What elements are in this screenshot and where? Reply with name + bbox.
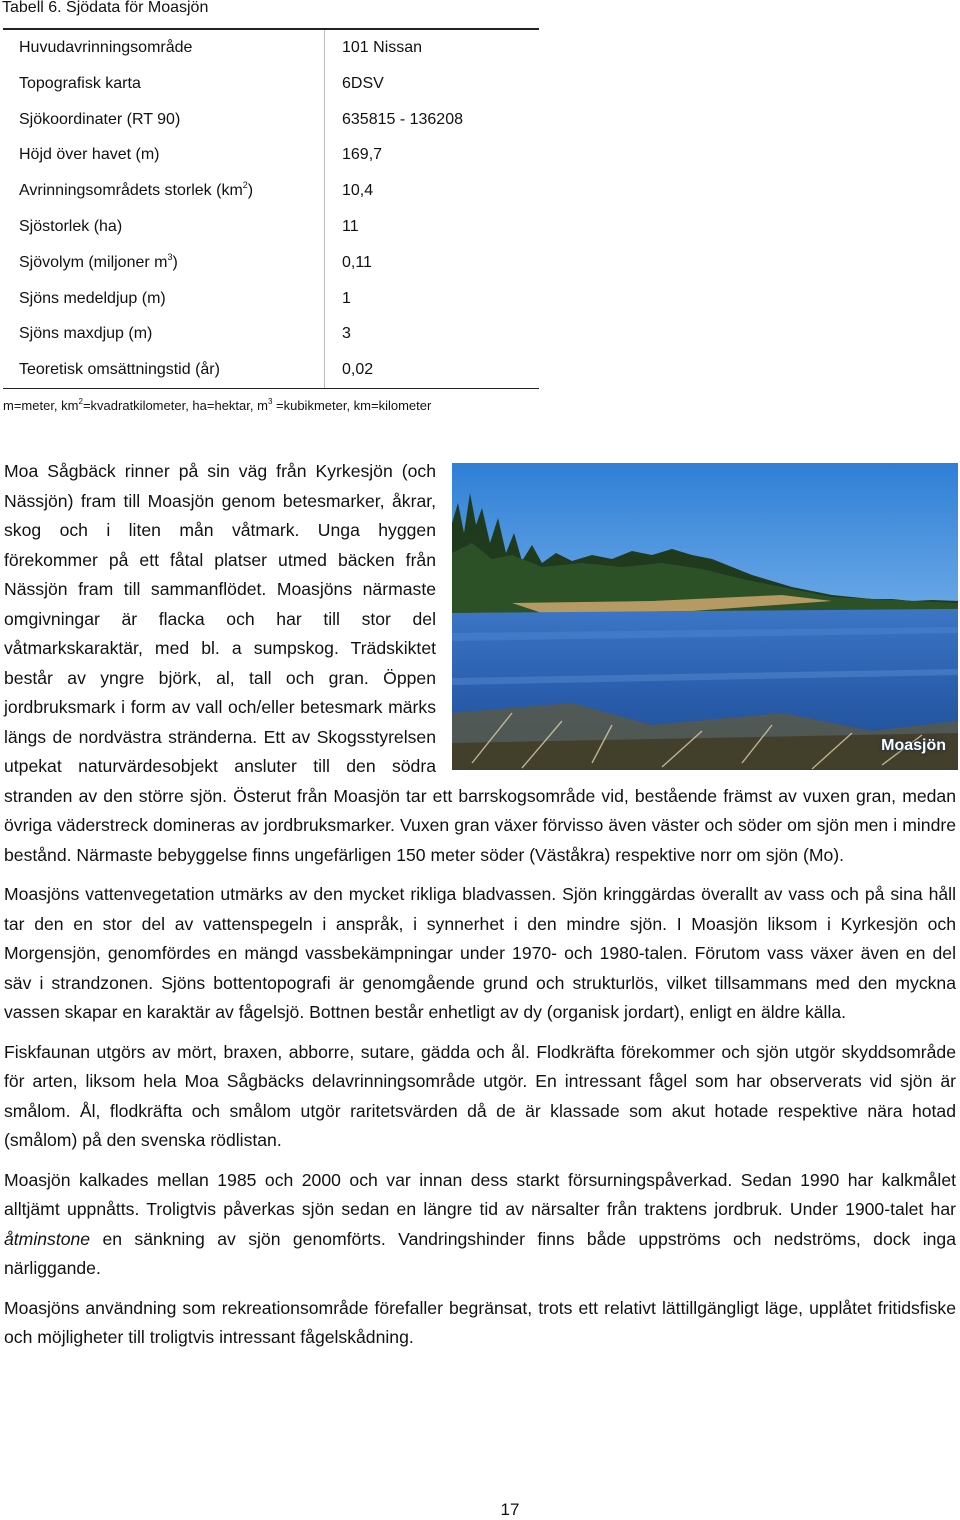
table-row — [3, 173, 539, 209]
table-footnote: m=meter, $km^2=kvadratkilometer$, ha=hektar, $m^3$ =kubikmeter, km=kilometer — [3, 397, 432, 413]
lake-photo — [452, 463, 958, 770]
row-value: 0,02 — [342, 361, 374, 379]
body-text — [4, 457, 956, 1363]
lake-data-table — [3, 28, 539, 389]
table-row — [3, 352, 539, 388]
row-value: 635815 - 136208 — [342, 110, 463, 128]
row-value: 3 — [342, 325, 351, 343]
row-label: Sjöns medeldjup (m) — [19, 289, 166, 307]
table-row — [3, 281, 539, 317]
row-label: Höjd över havet (m) — [19, 146, 160, 164]
row-value: 6DSV — [342, 74, 384, 92]
row-label: Sjökoordinater (RT 90) — [19, 110, 181, 128]
paragraph: Moasjön Moa Sågbäck rinner på sin väg från Kyrkesjön (och Nässjön) fram till Moasjön genom betesmarker, åkrar, skog och i liten mån våtmark. Unga hyggen förekommer på ett fåtal platser utmed bäcken från Nässjön fram till sammanflödet. Moasjöns närmaste omgivningar är flacka och har till stor del våtmarkskaraktär, med bl. a sumpskog. Trädskiktet består av yngre björk, al, tall och gran. Öppen jordbruksmark i form av vall och/eller betesmark märks längs de nordvästra stränderna. Ett av Skogsstyrelsen utpekat naturvärdesobjekt ansluter till den södra stranden av den större sjön. Österut från Moasjön tar ett barrskogsområde vid, bestående främst av vuxen gran, medan övriga väderstreck domineras av jordbruksmarker. Vuxen gran växer förvisso även väster och söder om sjön men i mindre bestånd. Närmaste bebyggelse finns ungefärligen 150 meter söder (Väståkra) respektive norr om sjön (Mo). — [4, 461, 956, 865]
table-row — [3, 209, 539, 245]
photo-label: Moasjön — [881, 736, 946, 754]
paragraph: Moasjöns användning som rekreationsområde förefaller begränsat, trots ett relativt lättillgängligt läge, upplåtet fritidsfiske och möjligheter till troligtvis intressant fågelskådning. — [4, 1297, 956, 1347]
table-row — [3, 245, 539, 281]
table-row — [3, 30, 539, 66]
row-value: 169,7 — [342, 146, 383, 164]
table-row — [3, 316, 539, 352]
paragraph: Moasjöns vattenvegetation utmärks av den mycket rikliga bladvassen. Sjön kringgärdas överallt av vass och på sina håll tar den en stor del av vattenspegeln i anspråk, i synnerhet i den mindre sjön. I Moasjön liksom i Kyrkesjön och Morgensjön, genomfördes en mängd vassbekämpningar under 1970- och 1980-talen. Förutom vass växer även en del säv i strandzonen. Sjöns bottentopografi är genomgående grund och strukturlös, vilket tillsammans med den myckna vassen skapar en karaktär av fågelsjö. Bottnen består enhetligt av dy (organisk jordart), enligt en äldre källa. — [4, 884, 956, 1022]
table-caption: Tabell 6. Sjödata för Moasjön — [2, 0, 209, 16]
paragraph: Moasjön kalkades mellan 1985 och 2000 och var innan dess starkt försurningspåverkad. Sedan 1990 har kalkmålet alltjämt uppnåtts. Troligtvis påverkas sjön sedan en längre tid av närsalter från traktens jordbruk. Under 1900-talet har åtminstone en sänkning av sjön genomförts. Vandringshinder finns både uppströms och nedströms, dock inga närliggande. — [4, 1169, 956, 1278]
table-row — [3, 137, 539, 173]
row-label: Topografisk karta — [19, 74, 141, 92]
row-label: Avrinningsområdets storlek $(km^2)$ — [19, 180, 254, 200]
row-label: Huvudavrinningsområde — [19, 39, 193, 56]
row-value: 11 — [342, 217, 359, 235]
table-row — [3, 102, 539, 138]
row-label: Teoretisk omsättningstid (år) — [19, 361, 220, 379]
row-value: 1 — [342, 289, 351, 307]
paragraph: Fiskfaunan utgörs av mört, braxen, abborre, sutare, gädda och ål. Flodkräfta förekommer och sjön utgör skyddsområde för arten, liksom hela Moa Sågbäcks delavrinningsområde utgör. En intressant fågel som har observerats vid sjön är smålom. Ål, flodkräfta och smålom utgör raritetsvärden då de är klassade som akut hotade respektive nära hotad (smålom) på den svenska rödlistan. — [4, 1041, 956, 1150]
row-value: 101 Nissan — [342, 39, 423, 56]
row-label: Sjöns maxdjup (m) — [19, 325, 153, 343]
row-label: Sjövolym (miljoner $m^3$) — [19, 251, 178, 271]
row-value: 10,4 — [342, 182, 374, 200]
page-number: 17 — [500, 1500, 520, 1519]
table-row — [3, 66, 539, 102]
row-label: Sjöstorlek (ha) — [19, 217, 123, 235]
row-value: 0,11 — [342, 253, 372, 271]
